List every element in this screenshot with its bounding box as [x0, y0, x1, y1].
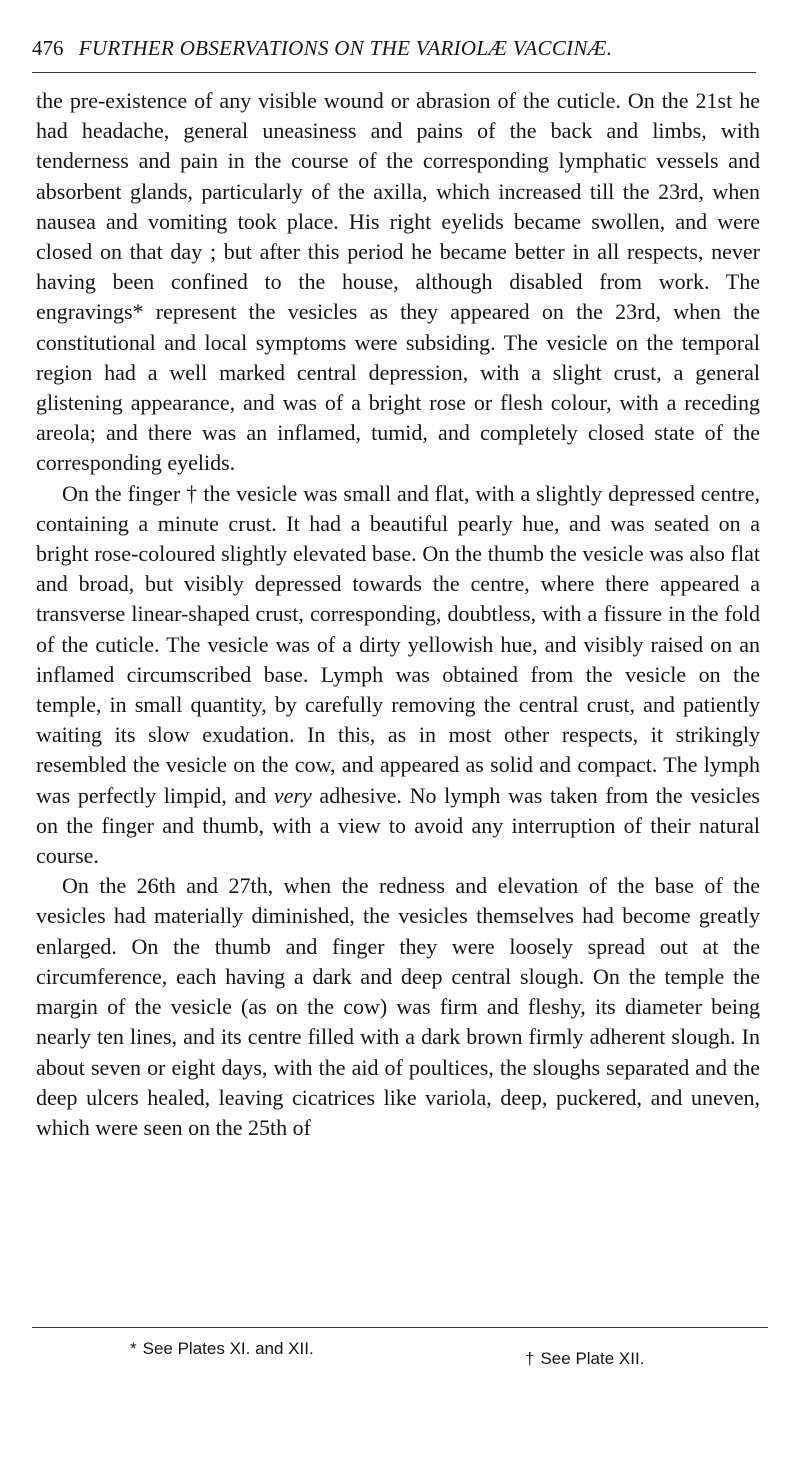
paragraph: On the 26th and 27th, when the redness and elevation of the base of the vesicles had materially diminished, the vesicles themselves had become greatly enlarged. On the thumb and finger they were loosely spread out at the circumference, each having a dark and deep central slough. On the temple the margin of the vesicle (as on the cow) was firm and fleshy, its diameter being nearly ten lines, and its centre filled with a dark brown firmly adherent slough. In about seven or eight days, with the aid of poultices, the sloughs separated and the deep ulcers healed, leaving cicatrices like variola, deep, puckered, and uneven, which were seen on the 25th of	[36, 873, 760, 1140]
footnote-text: See Plates XI. and XII.	[142, 1339, 314, 1358]
emphasis: very	[273, 782, 312, 808]
body-text	[36, 86, 760, 1143]
footnote-rule	[32, 1327, 768, 1328]
footnote	[130, 1338, 314, 1360]
paragraph: the pre-existence of any visible wound or abrasion of the cuticle. On the 21st he had headache, general uneasiness and pains of the back and limbs, with tenderness and pain in the course of the corresponding lymphatic vessels and absorbent glands, particularly of the axilla, which increased till the 23rd, when nausea and vomiting took place. His right eyelids became swollen, and were closed on that day ; but after this period he became better in all respects, never having been confined to the house, although disabled from work. The engravings* represent the vesicles as they appeared on the 23rd, when the constitutional and local symptoms were subsiding. The vesicle on the temporal region had a well marked central depression, with a slight crust, a general glistening appearance, and was of a bright rose or flesh colour, with a receding areola; and there was an inflamed, tumid, and completely closed state of the corresponding eyelids.	[36, 88, 760, 476]
paragraph-text: adhesive. No lymph was taken from the vesicles on the finger and thumb, with a view to avoid any interruption of their natural course.	[36, 782, 760, 869]
running-header	[32, 33, 772, 65]
header-rule	[32, 72, 756, 73]
footnote-mark: †	[525, 1349, 535, 1368]
footnote	[525, 1348, 644, 1370]
footnote-text: See Plate XII.	[540, 1349, 645, 1368]
paragraph	[36, 479, 760, 872]
footnote-mark: *	[130, 1339, 137, 1358]
paragraph-text: On the finger † the vesicle was small and flat, with a slightly depressed centre, containing a minute crust. It had a beautiful pearly hue, and was seated on a bright rose-coloured slightly elevated base. On the thumb the vesicle was also flat and broad, but visibly depressed towards the centre, where there appeared a transverse linear-shaped crust, corresponding, doubtless, with a fissure in the fold of the cuticle. The vesicle was of a dirty yellowish hue, and visibly raised on an inflamed circumscribed base. Lymph was obtained from the vesicle on the temple, in small quantity, by carefully removing the central crust, and patiently waiting its slow exudation. In this, as in most other respects, it strikingly resembled the vesicle on the cow, and appeared as solid and compact. The lymph was perfectly limpid, and	[36, 480, 760, 808]
page-number: 476	[32, 36, 64, 60]
running-title: FURTHER OBSERVATIONS ON THE VARIOLÆ VACCINÆ.	[78, 36, 613, 60]
